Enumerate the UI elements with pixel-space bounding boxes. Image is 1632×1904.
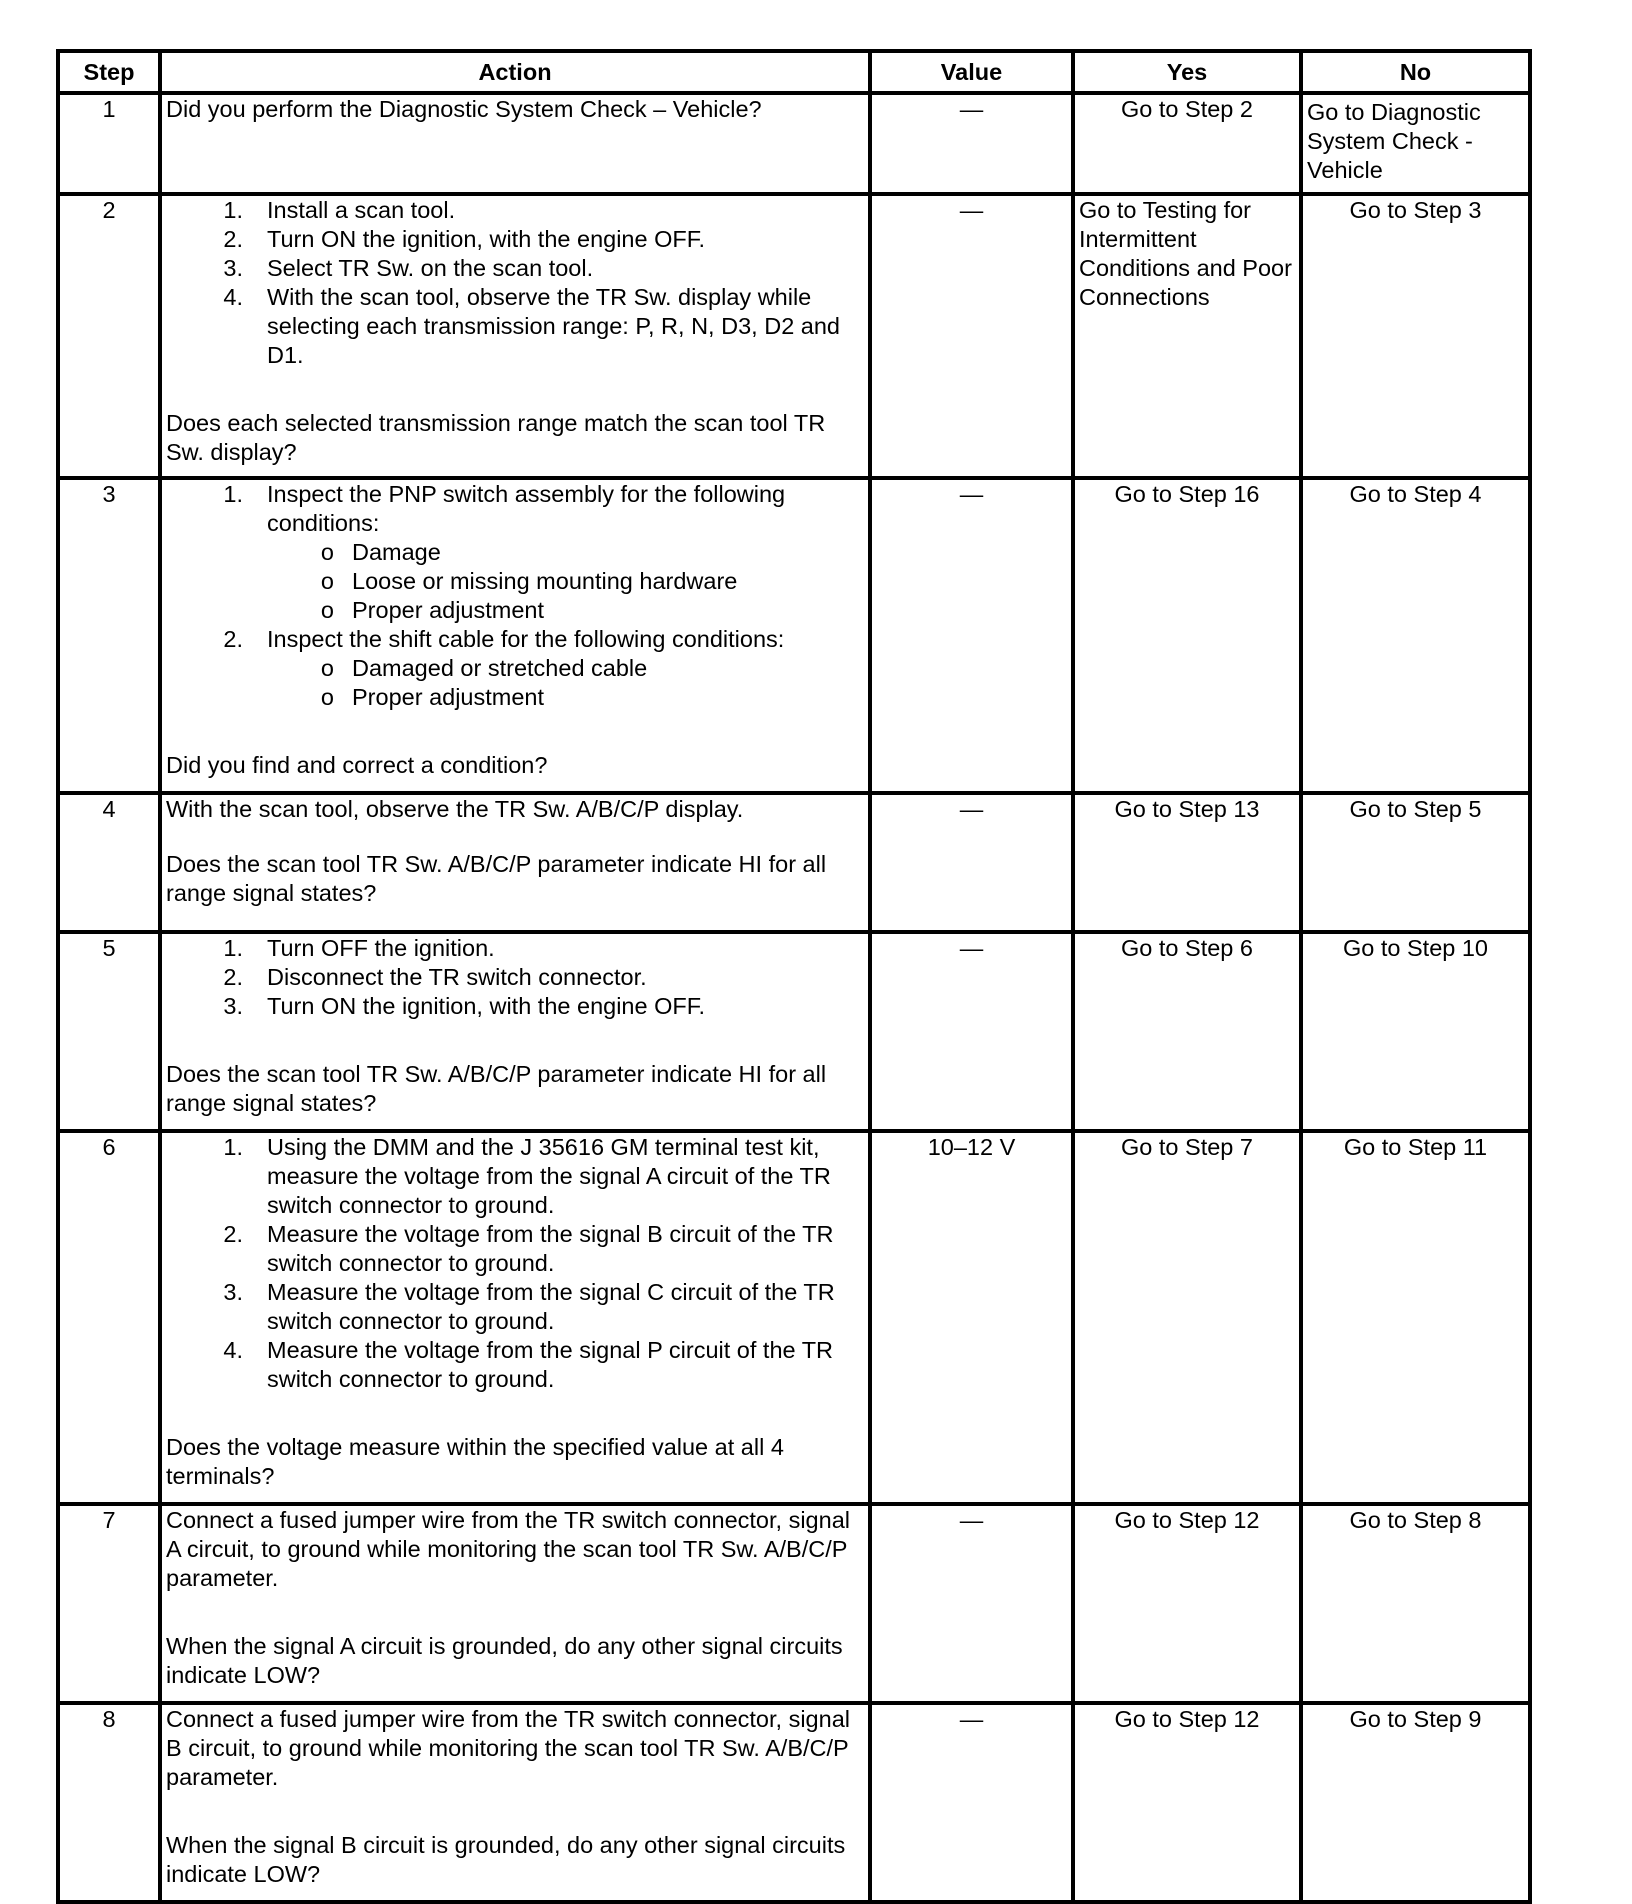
action-question: When the signal B circuit is grounded, do any other signal circuits indicate LOW? bbox=[166, 1832, 846, 1887]
list-item: 1. Install a scan tool. bbox=[223, 197, 456, 223]
action-steps bbox=[166, 1133, 864, 1394]
yes-cell: Go to Step 12 bbox=[1073, 1504, 1301, 1703]
yes-cell: Go to Step 13 bbox=[1073, 793, 1301, 932]
header-value: Value bbox=[870, 51, 1073, 93]
list-item: 3. Select TR Sw. on the scan tool. bbox=[223, 255, 594, 281]
sub-item: o Damage bbox=[320, 539, 441, 565]
header-yes: Yes bbox=[1073, 51, 1301, 93]
action-cell bbox=[160, 93, 870, 194]
list-item: 1. Using the DMM and the J 35616 GM terminal test kit, measure the voltage from the signal A circuit of the TR switch connector to ground. bbox=[223, 1134, 831, 1218]
list-item: 4. Measure the voltage from the signal P circuit of the TR switch connector to ground. bbox=[223, 1337, 834, 1392]
step-number: 1 bbox=[58, 93, 160, 194]
value-cell: — bbox=[870, 1703, 1073, 1902]
step-number: 2 bbox=[58, 194, 160, 478]
action-cell bbox=[160, 793, 870, 932]
action-question: Did you find and correct a condition? bbox=[166, 752, 548, 778]
action-cell bbox=[160, 1131, 870, 1504]
action-cell bbox=[160, 478, 870, 793]
table-row bbox=[58, 932, 1530, 1131]
list-item: 1. Turn OFF the ignition. bbox=[223, 935, 495, 961]
step-number: 3 bbox=[58, 478, 160, 793]
list-item: 2. Disconnect the TR switch connector. bbox=[223, 964, 647, 990]
action-text: Connect a fused jumper wire from the TR switch connector, signal A circuit, to ground while monitoring the scan tool TR Sw. A/B/C/P parameter. bbox=[166, 1507, 850, 1591]
value-cell: — bbox=[870, 932, 1073, 1131]
action-cell bbox=[160, 1703, 870, 1902]
no-cell: Go to Step 5 bbox=[1301, 793, 1530, 932]
list-item: 3. Measure the voltage from the signal C circuit of the TR switch connector to ground. bbox=[223, 1279, 835, 1334]
yes-cell: Go to Step 12 bbox=[1073, 1703, 1301, 1902]
action-steps bbox=[166, 196, 864, 370]
list-item: 2. Inspect the shift cable for the following conditions: o Damaged or stretched cable o Proper adjustment bbox=[166, 625, 864, 712]
action-question: Does the scan tool TR Sw. A/B/C/P parameter indicate HI for all range signal states? bbox=[166, 1061, 827, 1116]
no-cell: Go to Diagnostic System Check - Vehicle bbox=[1301, 93, 1530, 194]
value-cell: — bbox=[870, 93, 1073, 194]
action-text: With the scan tool, observe the TR Sw. A/B/C/P display. bbox=[166, 796, 744, 822]
step-number: 7 bbox=[58, 1504, 160, 1703]
action-cell bbox=[160, 1504, 870, 1703]
step-number: 6 bbox=[58, 1131, 160, 1504]
header-step: Step bbox=[58, 51, 160, 93]
action-cell bbox=[160, 194, 870, 478]
no-cell: Go to Step 8 bbox=[1301, 1504, 1530, 1703]
no-cell: Go to Step 11 bbox=[1301, 1131, 1530, 1504]
table-row bbox=[58, 1504, 1530, 1703]
action-steps bbox=[166, 934, 864, 1021]
no-cell: Go to Step 3 bbox=[1301, 194, 1530, 478]
sub-list bbox=[267, 538, 864, 625]
table-row bbox=[58, 793, 1530, 932]
table-row bbox=[58, 194, 1530, 478]
table-row bbox=[58, 478, 1530, 793]
action-text: Connect a fused jumper wire from the TR switch connector, signal B circuit, to ground while monitoring the scan tool TR Sw. A/B/C/P parameter. bbox=[166, 1706, 850, 1790]
step-number: 4 bbox=[58, 793, 160, 932]
list-item: 2. Measure the voltage from the signal B circuit of the TR switch connector to ground. bbox=[223, 1221, 834, 1276]
header-action: Action bbox=[160, 51, 870, 93]
value-cell: — bbox=[870, 478, 1073, 793]
yes-cell: Go to Testing for Intermittent Conditions and Poor Connections bbox=[1073, 194, 1301, 478]
sub-item: o Damaged or stretched cable bbox=[320, 655, 648, 681]
table-header-row bbox=[58, 51, 1530, 93]
value-cell: — bbox=[870, 793, 1073, 932]
list-item: 3. Turn ON the ignition, with the engine OFF. bbox=[223, 993, 706, 1019]
step-number: 5 bbox=[58, 932, 160, 1131]
diagnostic-table bbox=[56, 49, 1532, 1904]
list-item: 2. Turn ON the ignition, with the engine OFF. bbox=[223, 226, 706, 252]
sub-list bbox=[267, 654, 864, 712]
value-cell: — bbox=[870, 194, 1073, 478]
table-row bbox=[58, 1703, 1530, 1902]
sub-item: o Loose or missing mounting hardware bbox=[320, 568, 738, 594]
sub-item: o Proper adjustment bbox=[320, 597, 545, 623]
step-number: 8 bbox=[58, 1703, 160, 1902]
action-question: When the signal A circuit is grounded, do any other signal circuits indicate LOW? bbox=[166, 1633, 843, 1688]
action-steps bbox=[166, 480, 864, 712]
value-cell: 10–12 V bbox=[870, 1131, 1073, 1504]
value-cell: — bbox=[870, 1504, 1073, 1703]
yes-cell: Go to Step 2 bbox=[1073, 93, 1301, 194]
table-row bbox=[58, 1131, 1530, 1504]
no-cell: Go to Step 9 bbox=[1301, 1703, 1530, 1902]
no-cell: Go to Step 4 bbox=[1301, 478, 1530, 793]
action-question: Does the scan tool TR Sw. A/B/C/P parameter indicate HI for all range signal states? bbox=[166, 851, 827, 906]
action-question: Does each selected transmission range match the scan tool TR Sw. display? bbox=[166, 410, 826, 465]
table-row bbox=[58, 93, 1530, 194]
action-cell bbox=[160, 932, 870, 1131]
action-text: Did you perform the Diagnostic System Check – Vehicle? bbox=[166, 96, 762, 122]
sub-item: o Proper adjustment bbox=[320, 684, 545, 710]
yes-cell: Go to Step 6 bbox=[1073, 932, 1301, 1131]
action-question: Does the voltage measure within the specified value at all 4 terminals? bbox=[166, 1434, 784, 1489]
list-item: 1. Inspect the PNP switch assembly for the following conditions: o Damage o Loose or missing mounting hardware o Proper adjustment bbox=[166, 480, 864, 625]
list-item: 4. With the scan tool, observe the TR Sw. display while selecting each transmission range: P, R, N, D3, D2 and D1. bbox=[223, 284, 840, 368]
no-cell: Go to Step 10 bbox=[1301, 932, 1530, 1131]
yes-cell: Go to Step 16 bbox=[1073, 478, 1301, 793]
yes-cell: Go to Step 7 bbox=[1073, 1131, 1301, 1504]
header-no: No bbox=[1301, 51, 1530, 93]
